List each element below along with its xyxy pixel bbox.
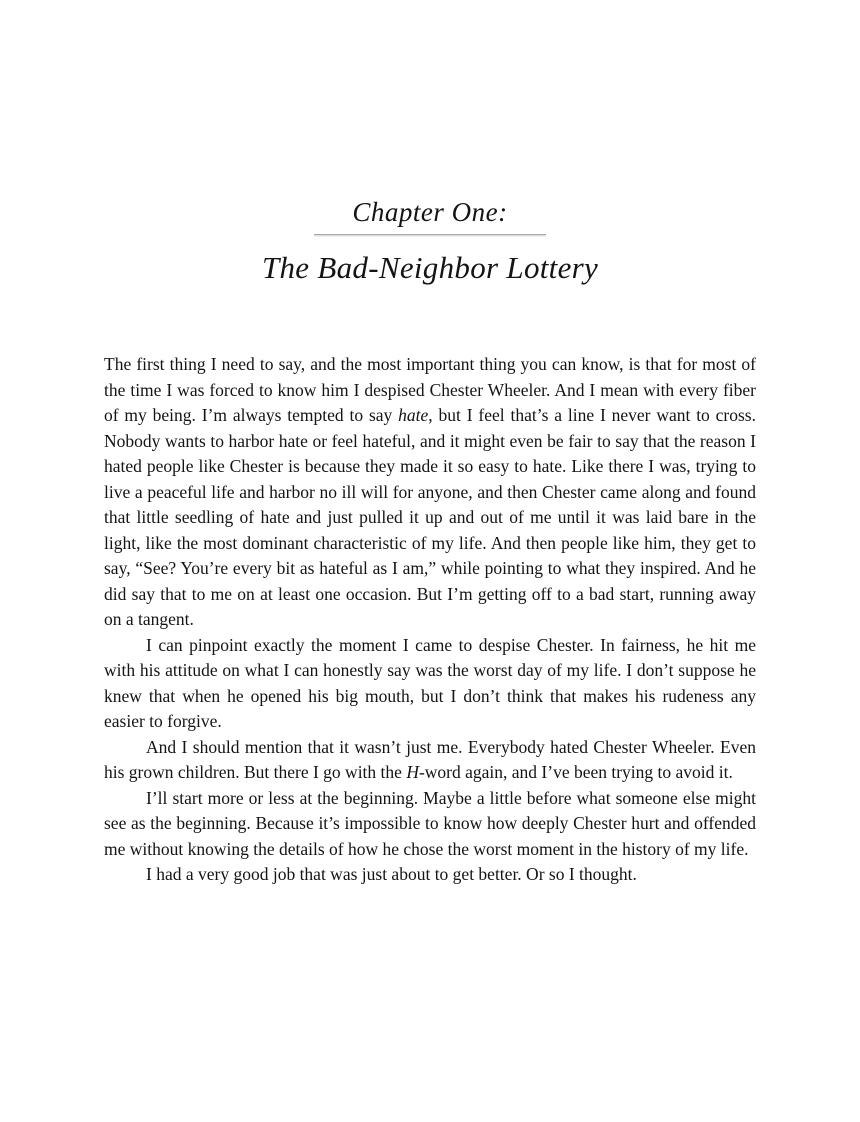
text-segment: I can pinpoint exactly the moment I came to despise Chester. In fairness, he hit me with his attitude on what I can honestly say was the worst day of my life. I don’t suppose he knew that when he opened his big mouth, but I don’t think that makes his rudeness any easier to forgive. — [104, 634, 756, 731]
paragraph — [104, 352, 756, 633]
text-segment: , but I feel that’s a line I never want to cross. Nobody wants to harbor hate or feel hateful, and it might even be fair to say that the reason I hated people like Chester is because they made it so easy to hate. Like there I was, trying to live a peaceful life and harbor no ill will for anyone, and then Chester came along and found that little seedling of hate and just pulled it up and out of me until it was laid bare in the light, like the most dominant characteristic of my life. And then people like him, they get to say, “See? You’re every bit as hateful as I am,” while pointing to what they inspired. And he did say that to me on at least one occasion. But I’m getting off to a bad start, running away on a tangent. — [104, 405, 756, 629]
paragraph — [104, 735, 756, 786]
chapter-header — [104, 197, 756, 286]
text-segment: I had a very good job that was just about to get better. Or so I thought. — [146, 864, 637, 884]
text-segment: And I should mention that it wasn’t just me. Everybody hated Chester Wheeler. Even his grown children. But there I go with the — [104, 736, 756, 782]
text-segment: -word again, and I’ve been trying to avoid it. — [418, 762, 733, 782]
chapter-divider-rule — [314, 234, 546, 237]
italic-text-segment: hate — [398, 405, 429, 425]
text-segment: I’ll start more or less at the beginning. Maybe a little before what someone else might see as the beginning. Because it’s impossible to know how deeply Chester hurt and offended me without knowing the details of how he chose the worst moment in the history of my life. — [104, 787, 756, 859]
chapter-body — [104, 352, 756, 888]
chapter-title: The Bad-Neighbor Lottery — [261, 250, 599, 285]
paragraph — [104, 786, 756, 863]
text-segment: The first thing I need to say, and the most important thing you can know, is that for most of the time I was forced to know him I despised Chester Wheeler. And I mean with every fiber of my being. I’m always tempted to say — [104, 354, 756, 425]
paragraph — [104, 862, 756, 888]
italic-text-segment: H — [406, 762, 419, 782]
paragraph — [104, 633, 756, 735]
chapter-label: Chapter One: — [352, 197, 508, 227]
